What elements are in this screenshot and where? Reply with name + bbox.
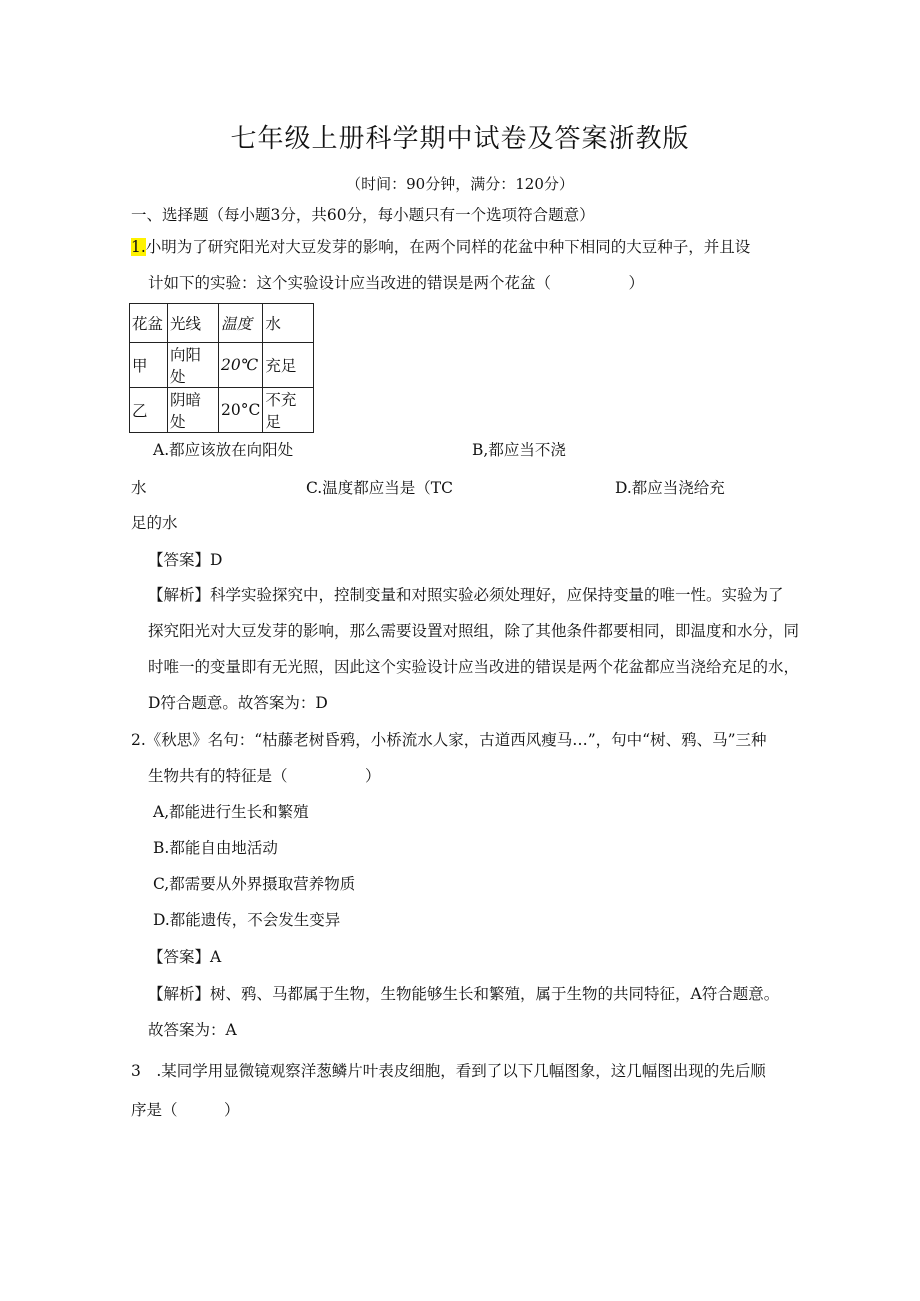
section-heading: 一、选择题（每小题3分，共60分，每小题只有一个选项符合题意） (131, 206, 595, 224)
q1-option-b: B,都应当不浇 (472, 441, 566, 459)
q1-option-a: A.都应该放在向阳处 (153, 441, 294, 459)
table-header-cell: 光线 (168, 304, 219, 343)
q1-stem-text: 小明为了研究阳光对大豆发芽的影响，在两个同样的花盆中种下相同的大豆种子，并且设 (145, 238, 751, 256)
q3-stem-line1: 3 .某同学用显微镜观察洋葱鳞片叶表皮细胞，看到了以下几幅图象，这几幅图出现的先后顺 (131, 1062, 766, 1080)
q2-option-b: B.都能自由地活动 (153, 839, 278, 857)
q1-option-b-cont: 水 (131, 479, 147, 497)
table-cell: 阴暗处 (168, 388, 219, 433)
table-row (130, 343, 314, 388)
page-title: 七年级上册科学期中试卷及答案浙教版 (230, 124, 690, 154)
q3-stem-line2: 序是（ ） (131, 1101, 240, 1119)
q2-analysis-line1: 【解析】树、鸦、马都属于生物，生物能够生长和繁殖，属于生物的共同特征，A符合题意。 (148, 985, 780, 1003)
table-cell: 不充足 (263, 388, 314, 433)
q1-option-d-cont: 足的水 (131, 514, 178, 532)
q2-stem-line2: 生物共有的特征是（ ） (148, 767, 381, 785)
table-header-cell: 花盆 (130, 304, 168, 343)
q2-analysis-line2: 故答案为：A (148, 1021, 237, 1039)
q1-option-d: D.都应当浇给充 (615, 479, 725, 497)
table-cell: 20°C (219, 388, 263, 433)
q1-number: 1. (131, 238, 146, 256)
table-cell: 20℃ (219, 343, 263, 388)
q2-stem-line1: 2.《秋思》名句：“枯藤老树昏鸦，小桥流水人家，古道西风瘦马…”，句中“树、鸦、马”三种 (131, 731, 767, 749)
table-row (130, 388, 314, 433)
q1-analysis-line3: 时唯一的变量即有无光照，因此这个实验设计应当改进的错误是两个花盆都应当浇给充足的水， (148, 658, 800, 676)
q2-option-c: C,都需要从外界摄取营养物质 (153, 875, 356, 893)
q1-analysis-line2: 探究阳光对大豆发芽的影响，那么需要设置对照组，除了其他条件都要相同，即温度和水分，同 (148, 622, 800, 640)
q1-stem-line1 (131, 235, 750, 257)
q1-analysis-line1: 【解析】科学实验探究中，控制变量和对照实验必须处理好，应保持变量的唯一性。实验为了 (148, 586, 784, 604)
q1-stem-line2: 计如下的实验：这个实验设计应当改进的错误是两个花盆（ ） (148, 274, 645, 292)
q1-experiment-table (129, 303, 314, 433)
table-cell: 充足 (263, 343, 314, 388)
table-header-cell: 温度 (219, 304, 263, 343)
exam-info: （时间：90分钟，满分：120分） (346, 175, 574, 193)
table-cell: 甲 (130, 343, 168, 388)
table-cell: 向阳处 (168, 343, 219, 388)
q2-option-a: A,都能进行生长和繁殖 (153, 803, 309, 821)
q2-option-d: D.都能遗传，不会发生变异 (153, 911, 341, 929)
q1-option-c: C.温度都应当是（TC (306, 479, 453, 497)
q2-answer: 【答案】A (148, 948, 222, 966)
table-cell: 乙 (130, 388, 168, 433)
q1-answer: 【答案】D (148, 551, 223, 569)
q1-analysis-line4: D符合题意。故答案为：D (148, 694, 328, 712)
table-header-row (130, 304, 314, 343)
table-header-cell: 水 (263, 304, 314, 343)
